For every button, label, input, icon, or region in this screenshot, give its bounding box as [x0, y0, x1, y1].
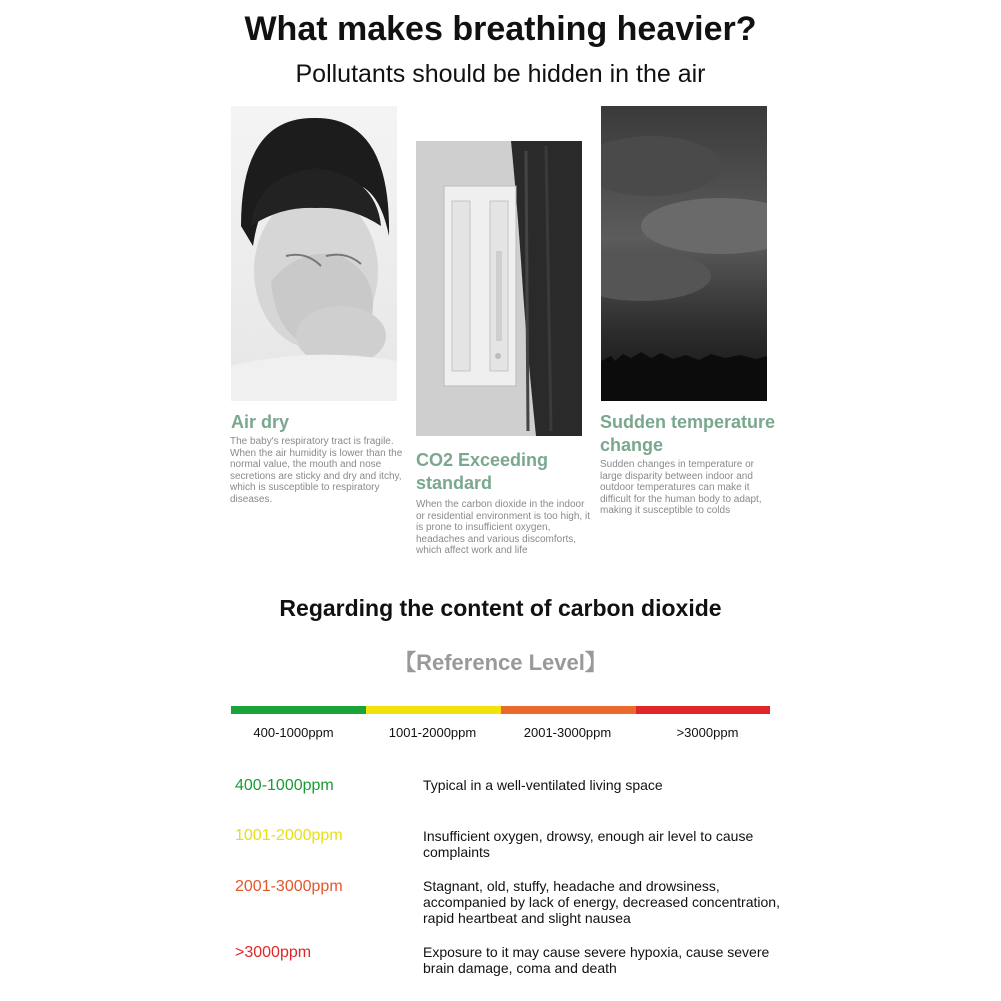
child-photo: [231, 106, 397, 401]
scale-bar-red: [636, 706, 770, 714]
page-title: What makes breathing heavier?: [244, 10, 757, 48]
scale-label: 2001-3000ppm: [523, 725, 612, 740]
storm-clouds-photo: [601, 106, 767, 401]
level-description: Insufficient oxygen, drowsy, enough air level to cause complaints: [423, 828, 754, 860]
air-conditioner-photo: [416, 141, 582, 436]
level-range: 1001-2000ppm: [235, 827, 343, 844]
scale-bar-yellow: [366, 706, 501, 714]
level-range: 400-1000ppm: [235, 777, 334, 794]
page-subtitle: Pollutants should be hidden in the air: [295, 60, 706, 88]
scale-bar-orange: [501, 706, 636, 714]
scale-bar-green: [231, 706, 366, 714]
level-description: Stagnant, old, stuffy, headache and drowsiness, accompanied by lack of energy, decreased concentration, rapid heartbeat and slight nausea: [423, 878, 780, 926]
scale-label: 1001-2000ppm: [388, 725, 477, 740]
level-description: Typical in a well-ventilated living space: [423, 777, 663, 793]
card-text-air-dry: The baby's respiratory tract is fragile. When the air humidity is lower than the normal value, the mouth and nose secretions are sticky and dry and itchy, which is susceptible to respiratory diseases.: [230, 436, 403, 505]
card-title-co2: CO2 Exceeding standard: [416, 450, 549, 493]
card-text-co2: When the carbon dioxide in the indoor or residential environment is too high, it is prone to insufficient oxygen, headaches and various discomforts, which affect work and life: [416, 499, 590, 556]
level-description: Exposure to it may cause severe hypoxia, cause severe brain damage, coma and death: [423, 944, 770, 976]
card-title-temperature: Sudden temperature change: [600, 412, 776, 455]
scale-label: 400-1000ppm: [253, 725, 334, 740]
reference-level-heading: 【Reference Level】: [394, 650, 607, 675]
card-text-temperature: Sudden changes in temperature or large disparity between indoor and outdoor temperatures can make it difficult for the human body to adapt, making it susceptible to colds: [600, 459, 762, 516]
co2-section-title: Regarding the content of carbon dioxide: [279, 595, 722, 621]
level-range: 2001-3000ppm: [235, 878, 343, 895]
level-range: >3000ppm: [235, 944, 312, 961]
card-title-air-dry: Air dry: [231, 412, 290, 432]
scale-label: >3000ppm: [676, 725, 739, 740]
